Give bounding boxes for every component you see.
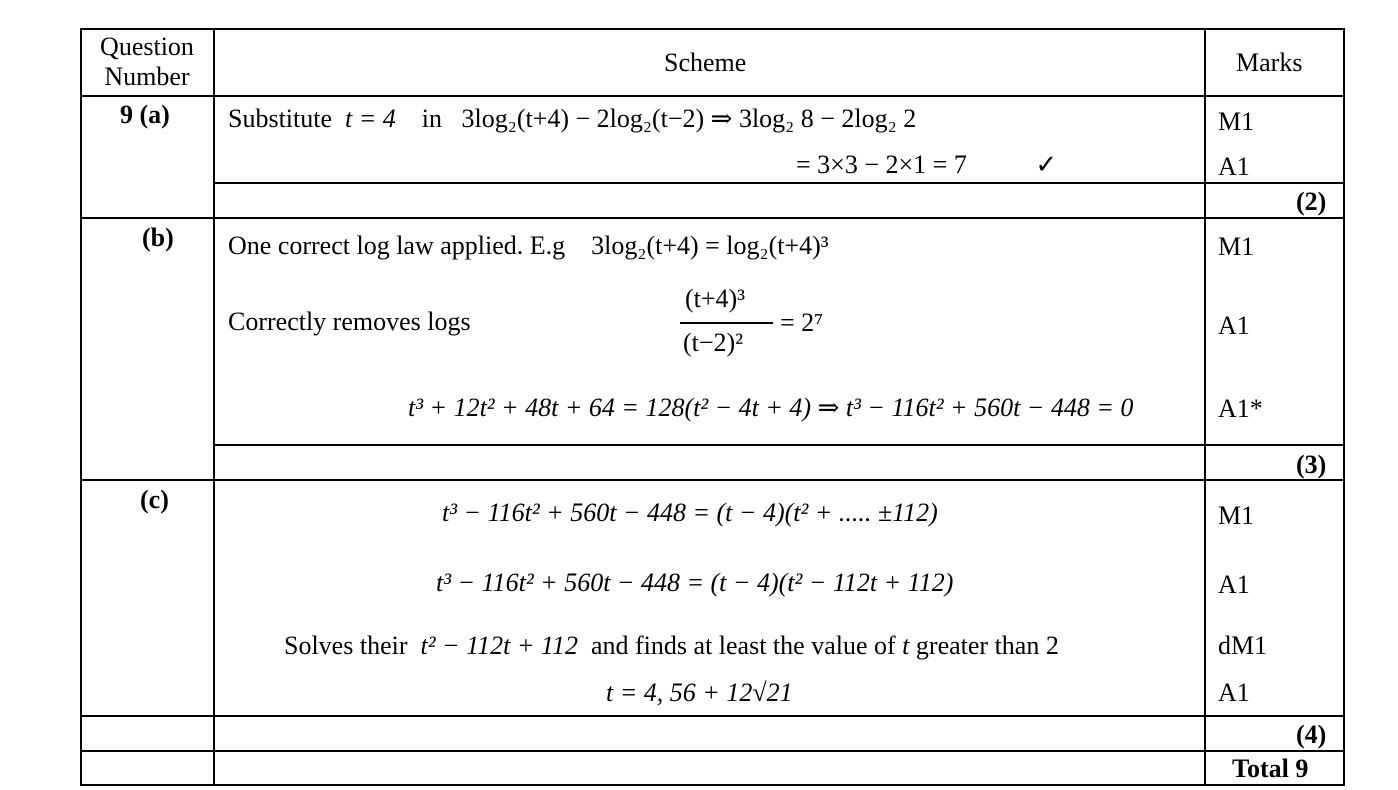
part-c-line-1: t³ − 116t² + 560t − 448 = (t − 4)(t² + ..... ±112) <box>442 498 938 527</box>
part-b-mark-2: A1 <box>1218 311 1250 340</box>
part-b-mark-3: A1* <box>1218 394 1263 423</box>
table-border-bottom <box>80 784 1345 786</box>
part-a-result: = 3×3 − 2×1 = 7 <box>796 150 967 179</box>
part-c-line-4: t = 4, 56 + 12√21 <box>606 678 793 707</box>
part-b-log-law: 3log₂(t+4) = log₂(t+4)³ <box>591 231 829 260</box>
check-mark-icon: ✓ <box>1035 150 1058 179</box>
table-border-left <box>80 28 82 786</box>
part-a-mark-2: A1 <box>1218 152 1250 181</box>
part-a-substitution: t = 4 <box>345 104 396 133</box>
part-c-line-3: Solves their t² − 112t + 112 and finds at least the value of t greater than 2 <box>284 631 1059 660</box>
part-b-subtotal: (3) <box>1296 450 1327 479</box>
header-question-number: Question Number <box>100 32 194 91</box>
part-b-label: (b) <box>142 223 174 252</box>
header-divider <box>80 95 1345 97</box>
part-a-expression: 3log₂(t+4) − 2log₂(t−2) ⇒ 3log₂ 8 − 2log₂ 2 <box>461 104 917 133</box>
header-marks: Marks <box>1236 48 1303 77</box>
part-c-line-2: t³ − 116t² + 560t − 448 = (t − 4)(t² − 112t + 112) <box>436 568 954 597</box>
total-line <box>80 750 1345 752</box>
total-marks: Total 9 <box>1232 754 1309 783</box>
part-c-subtotal: (4) <box>1296 720 1327 749</box>
part-b-subtotal-line <box>213 444 1345 446</box>
part-c-mark-3: dM1 <box>1218 631 1268 660</box>
part-b-rhs: = 2⁷ <box>780 308 824 337</box>
part-b-fraction <box>680 284 780 366</box>
part-a-label: 9 (a) <box>120 100 170 129</box>
part-b-line-2-label: Correctly removes logs <box>228 307 471 336</box>
part-c-mark-1: M1 <box>1218 501 1255 530</box>
part-c-mark-4: A1 <box>1218 678 1250 707</box>
table-divider-1 <box>213 28 215 786</box>
fraction-numerator: (t+4)³ <box>685 284 745 313</box>
part-a-mark-1: M1 <box>1218 107 1255 136</box>
part-c-mark-2: A1 <box>1218 570 1250 599</box>
part-a-subtotal: (2) <box>1296 187 1327 216</box>
header-scheme: Scheme <box>664 48 747 77</box>
part-b-line-3: t³ + 12t² + 48t + 64 = 128(t² − 4t + 4) ⇒ t³ − 116t² + 560t − 448 = 0 <box>408 393 1134 422</box>
table-divider-2 <box>1204 28 1206 786</box>
part-b-end-line <box>80 479 1345 481</box>
part-b-mark-1: M1 <box>1218 232 1255 261</box>
part-c-label: (c) <box>140 485 169 514</box>
part-c-quadratic: t² − 112t + 112 <box>420 631 578 660</box>
mark-scheme-table <box>80 28 1345 786</box>
part-a-line-2 <box>796 150 1057 180</box>
part-a-subtotal-line <box>213 182 1345 184</box>
fraction-bar <box>680 322 773 324</box>
part-a-end-line <box>80 217 1345 219</box>
fraction-denominator: (t−2)² <box>683 328 743 357</box>
part-a-line-1: Substitute t = 4 in 3log₂(t+4) − 2log₂(t−2) ⇒ 3log₂ 8 − 2log₂ 2 <box>228 104 917 133</box>
part-b-line-1: One correct log law applied. E.g 3log₂(t+4) = log₂(t+4)³ <box>228 231 829 260</box>
table-border-top <box>80 28 1345 30</box>
table-border-right <box>1343 28 1345 786</box>
part-c-subtotal-line <box>80 715 1345 717</box>
